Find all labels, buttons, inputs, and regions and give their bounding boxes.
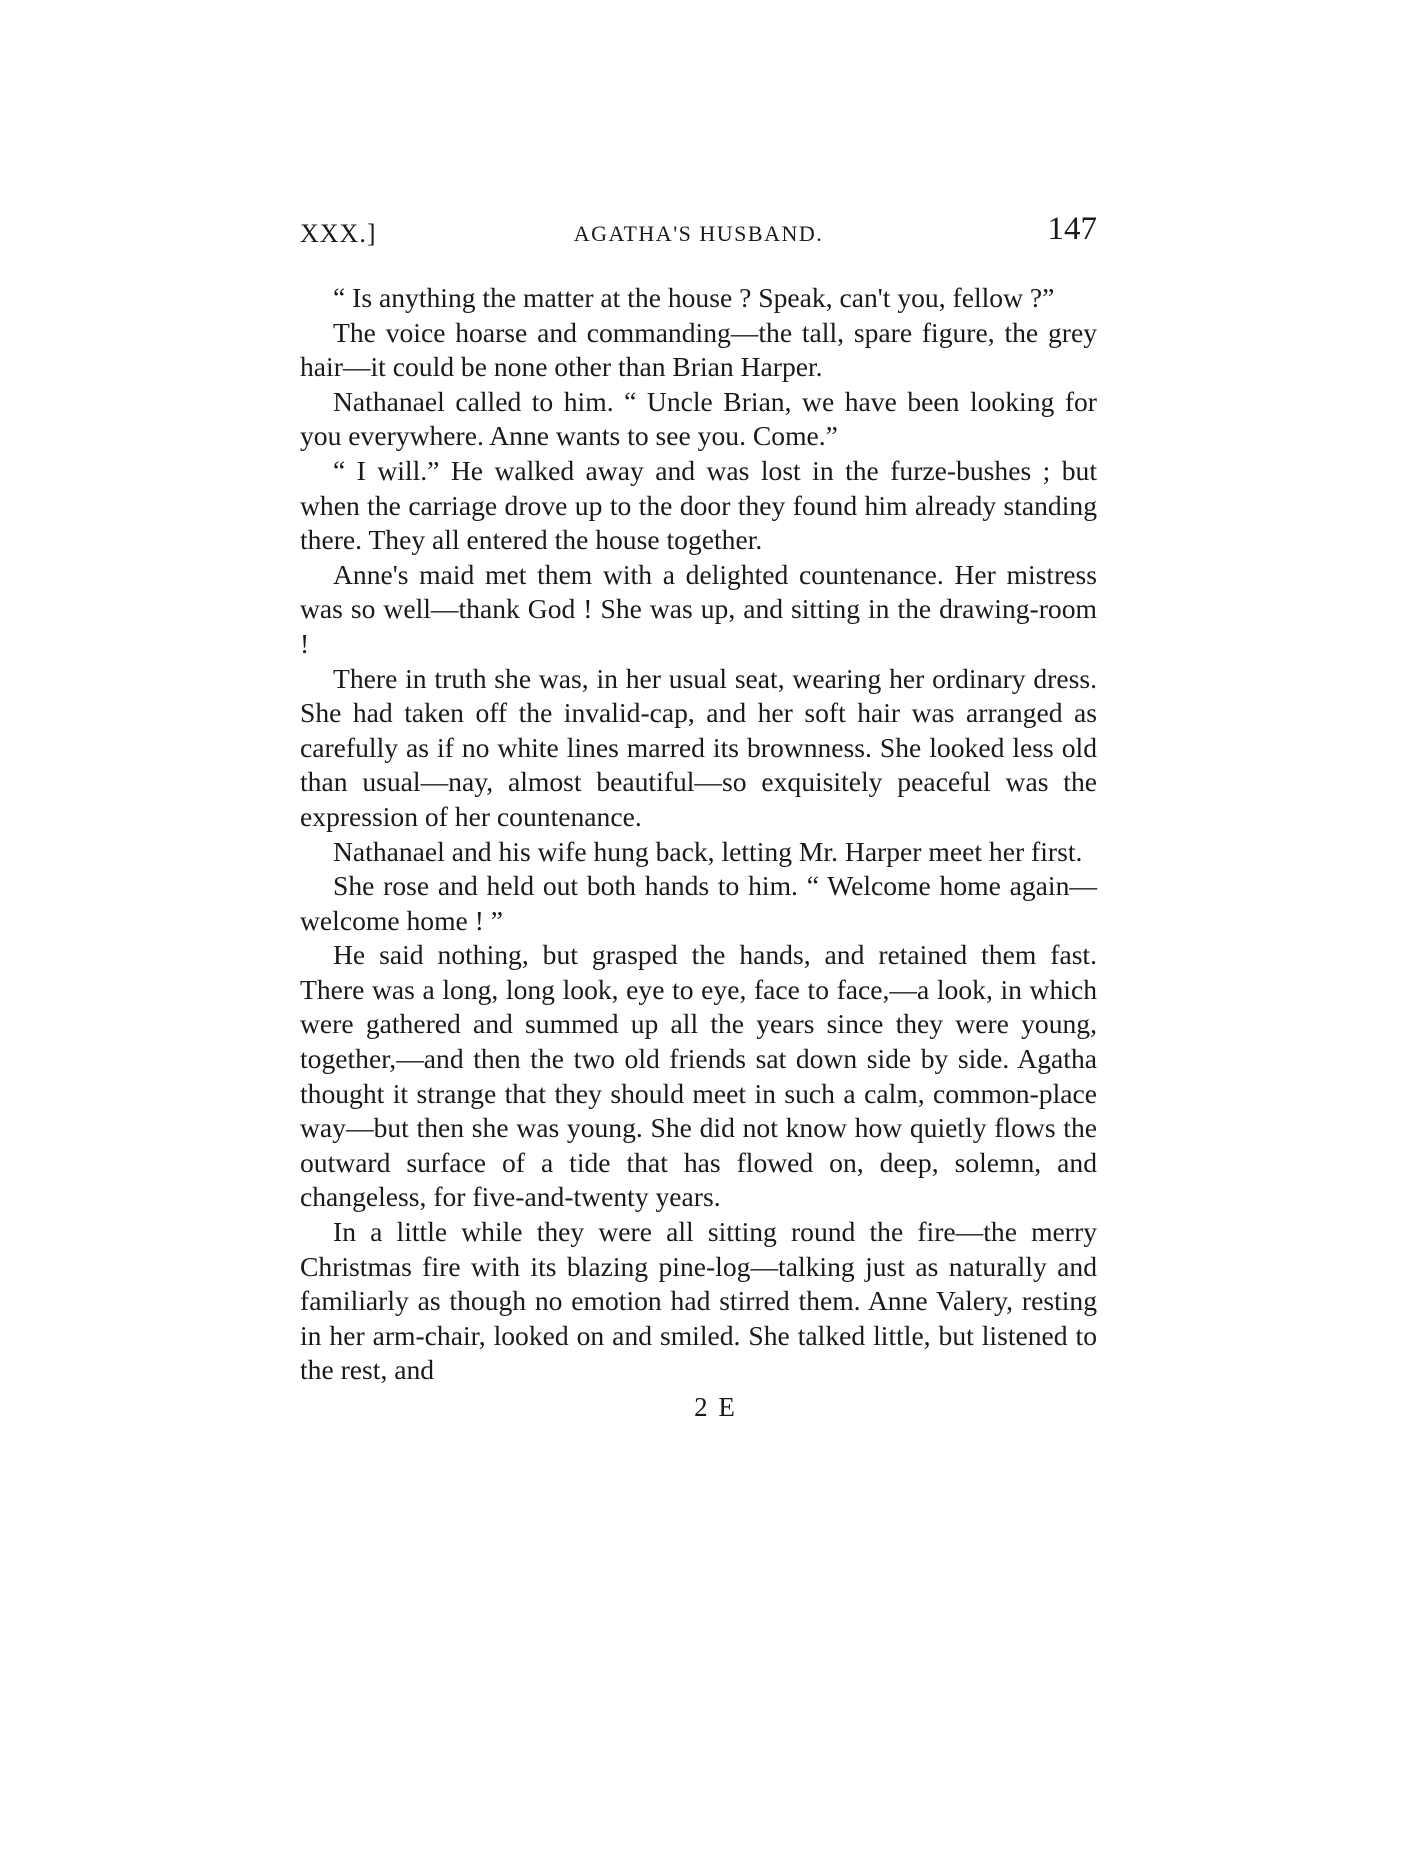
signature-mark: 2 E: [694, 1392, 737, 1422]
page-number: 147: [1047, 211, 1097, 247]
paragraph: She rose and held out both hands to him. “ Welcome home again—welcome home ! ”: [300, 870, 1097, 936]
paragraph: “ Is anything the matter at the house ? Speak, can't you, fellow ?”: [333, 282, 1055, 313]
paragraph: Nathanael and his wife hung back, letting Mr. Harper meet her first.: [333, 835, 1083, 867]
paragraph: In a little while they were all sitting round the fire—the merry Christmas fire with its blazing pine-log—talking just as naturally and familiarly as though no emotion had stirred them. Anne Valery, resting in her arm-chair, looked on and smiled. She talked little, but listened to the rest, and: [300, 1216, 1097, 1386]
paragraph: He said nothing, but grasped the hands, and retained them fast. There was a long, long look, eye to eye, face to face,—a look, in which were gathered and summed up all the years since they were young, together,—and then the two old friends sat down side by side. Agatha thought it strange that they should meet in such a calm, common-place way—but then she was young. She did not know how quietly flows the outward surface of a tide that has flowed on, deep, solemn, and changeless, for five-and-twenty years.: [300, 939, 1097, 1213]
paragraph: There in truth she was, in her usual seat, wearing her ordinary dress. She had taken off the invalid-cap, and her soft hair was arranged as carefully as if no white lines marred its brownness. She looked less old than usual—nay, almost beautiful—so exquisitely peaceful was the expression of her countenance.: [300, 662, 1097, 832]
running-title: AGATHA'S HUSBAND.: [573, 221, 824, 246]
paragraph: “ I will.” He walked away and was lost in the furze-bushes ; but when the carriage drove up to the door they found him already standing there. They all entered the house together.: [300, 454, 1097, 556]
running-header: [300, 205, 1097, 257]
paragraph: Nathanael called to him. “ Uncle Brian, we have been looking for you everywhere. Anne wants to see you. Come.”: [300, 385, 1097, 452]
paragraph: The voice hoarse and commanding—the tall, spare figure, the grey hair—it could be none other than Brian Harper.: [300, 316, 1097, 383]
paragraph: Anne's maid met them with a delighted countenance. Her mistress was so well—thank God ! She was up, and sitting in the drawing-room !: [300, 558, 1097, 659]
chapter-number: XXX.]: [300, 219, 377, 248]
book-page: [300, 205, 1097, 1423]
body-text: [300, 281, 1097, 1388]
